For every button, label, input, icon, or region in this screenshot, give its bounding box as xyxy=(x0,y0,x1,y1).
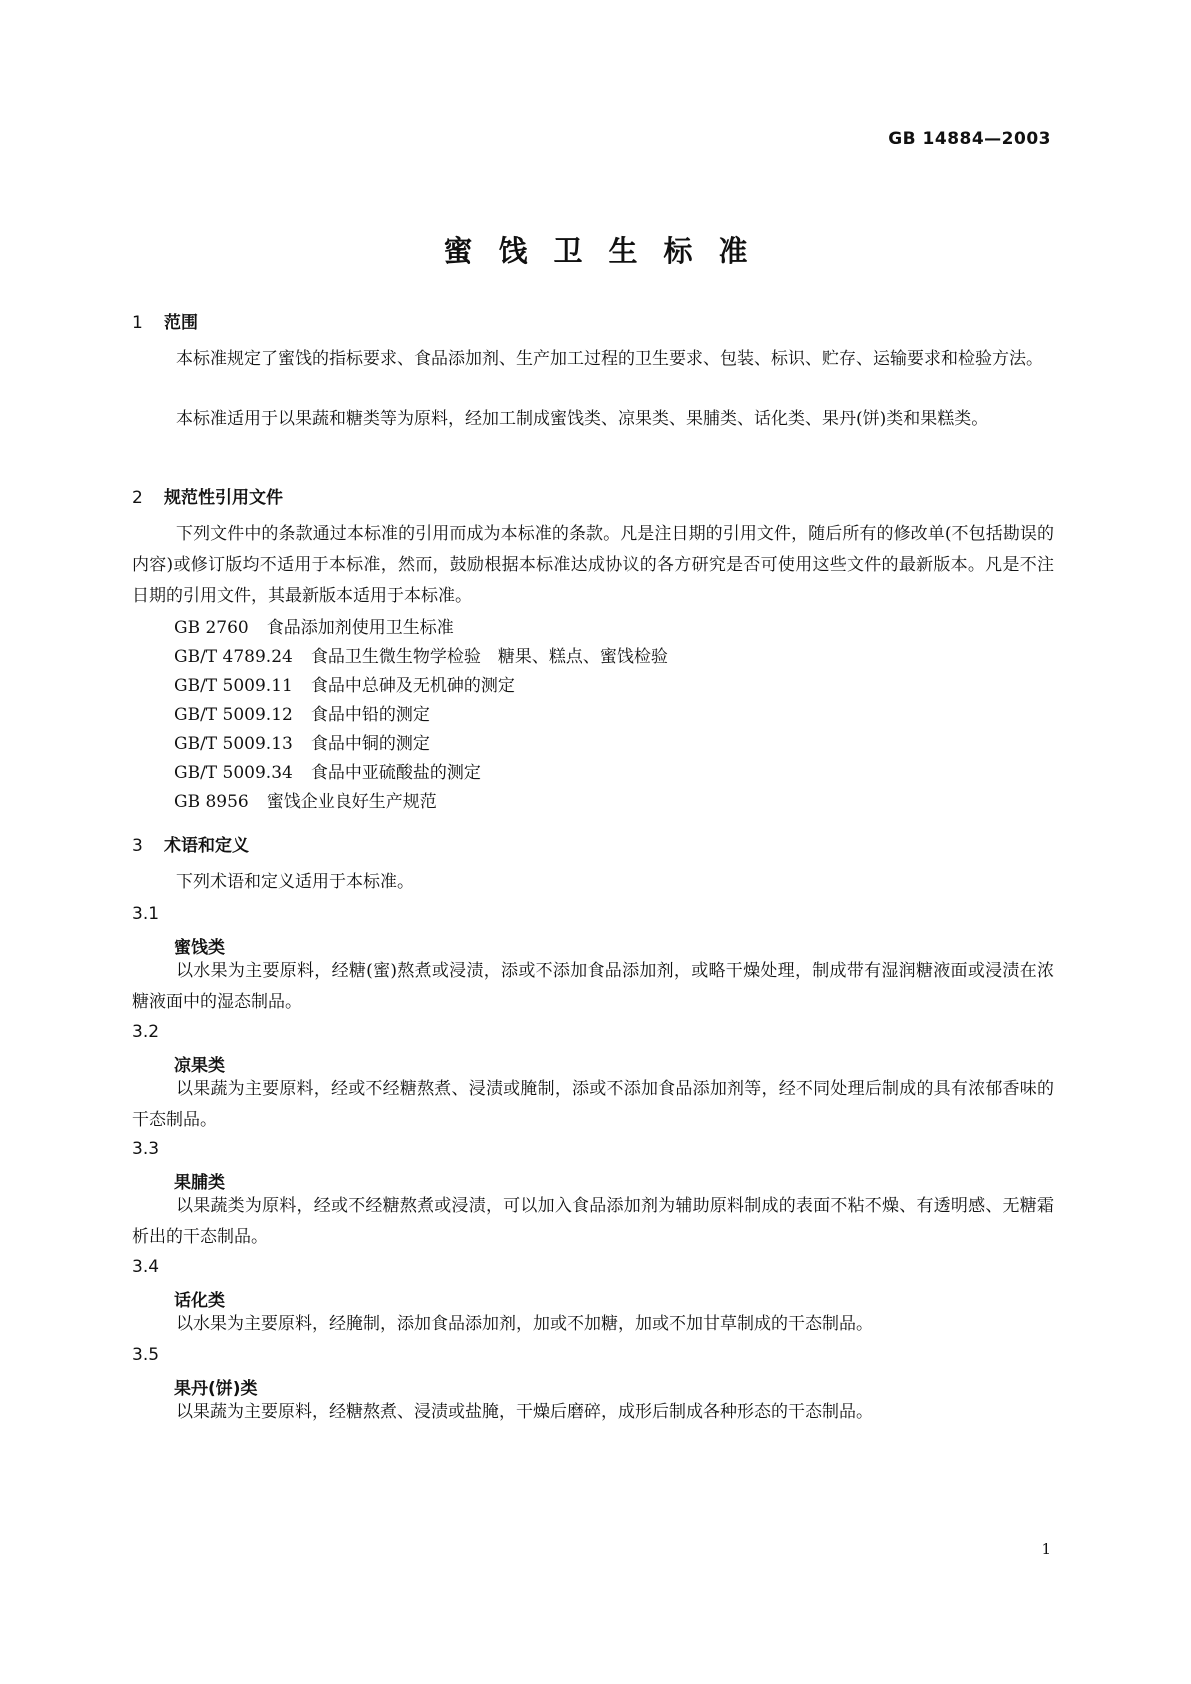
reference-title: 食品中铜的测定 xyxy=(310,734,430,754)
reference-item xyxy=(174,642,1096,667)
reference-item xyxy=(174,671,1096,696)
term-number: 3.1 xyxy=(132,904,160,924)
reference-item xyxy=(174,613,1096,638)
reference-code: GB/T 5009.34 xyxy=(174,763,293,783)
section-3-heading xyxy=(132,831,1054,856)
reference-item xyxy=(174,787,1096,812)
term-definition: 以水果为主要原料，经腌制，添加食品添加剂，加或不加糖，加或不加甘草制成的干态制品。 xyxy=(176,1314,873,1334)
section-title: 术语和定义 xyxy=(164,836,249,856)
section-number: 1 xyxy=(132,313,143,333)
reference-item xyxy=(174,758,1096,783)
reference-title: 食品添加剂使用卫生标准 xyxy=(266,618,454,638)
term-name: 凉果类 xyxy=(174,1056,225,1076)
reference-code: GB/T 5009.12 xyxy=(174,705,293,725)
section-title: 规范性引用文件 xyxy=(164,488,283,508)
reference-code: GB/T 5009.11 xyxy=(174,676,293,696)
section-1-heading xyxy=(132,308,1054,333)
term-definition: 以果蔬为主要原料，经糖熬煮、浸渍或盐腌，干燥后磨碎，成形后制成各种形态的干态制品。 xyxy=(176,1402,873,1422)
section-title: 范围 xyxy=(164,313,198,333)
term-number: 3.3 xyxy=(132,1139,160,1159)
term-name: 果脯类 xyxy=(174,1173,225,1193)
term-name: 话化类 xyxy=(174,1291,225,1311)
reference-code: GB/T 5009.13 xyxy=(174,734,293,754)
reference-title: 食品卫生微生物学检验 糖果、糕点、蜜饯检验 xyxy=(310,647,668,667)
term-number: 3.2 xyxy=(132,1022,160,1042)
page-number: 1 xyxy=(1041,1540,1051,1558)
section-3-intro: 下列术语和定义适用于本标准。 xyxy=(176,872,414,892)
reference-code: GB/T 4789.24 xyxy=(174,647,293,667)
section-2-paragraph-1: 下列文件中的条款通过本标准的引用而成为本标准的条款。凡是注日期的引用文件，随后所有的修改单(不包括勘误的内容)或修订版均不适用于本标准，然而，鼓励根据本标准达成协议的各方研究是否可使用这些文件的最新版本。凡是不注日期的引用文件，其最新版本适用于本标准。 xyxy=(132,524,1054,606)
reference-title: 食品中亚硫酸盐的测定 xyxy=(310,763,481,783)
term-name: 蜜饯类 xyxy=(174,938,225,958)
page-title: 蜜饯卫生标准 xyxy=(443,234,774,268)
term-number: 3.5 xyxy=(132,1345,160,1365)
term-definition: 以果蔬为主要原料，经或不经糖熬煮、浸渍或腌制，添或不添加食品添加剂等，经不同处理后制成的具有浓郁香味的干态制品。 xyxy=(132,1079,1054,1130)
section-number: 3 xyxy=(132,836,143,856)
term-definition: 以水果为主要原料，经糖(蜜)熬煮或浸渍，添或不添加食品添加剂，或略干燥处理，制成带有湿润糖液面或浸渍在浓糖液面中的湿态制品。 xyxy=(132,961,1054,1012)
section-number: 2 xyxy=(132,488,143,508)
reference-item xyxy=(174,729,1096,754)
reference-title: 蜜饯企业良好生产规范 xyxy=(266,792,437,812)
reference-item xyxy=(174,700,1096,725)
reference-title: 食品中总砷及无机砷的测定 xyxy=(310,676,515,696)
term-definition: 以果蔬类为原料，经或不经糖熬煮或浸渍，可以加入食品添加剂为辅助原料制成的表面不粘不燥、有透明感、无糖霜析出的干态制品。 xyxy=(132,1196,1054,1247)
reference-code: GB 2760 xyxy=(174,618,249,638)
reference-code: GB 8956 xyxy=(174,792,249,812)
term-name: 果丹(饼)类 xyxy=(174,1379,258,1399)
reference-title: 食品中铅的测定 xyxy=(310,705,430,725)
term-number: 3.4 xyxy=(132,1257,160,1277)
section-2-heading xyxy=(132,483,1054,508)
section-1-paragraph-2: 本标准适用于以果蔬和糖类等为原料，经加工制成蜜饯类、凉果类、果脯类、话化类、果丹(饼)类和果糕类。 xyxy=(176,409,989,429)
section-1-paragraph-1: 本标准规定了蜜饯的指标要求、食品添加剂、生产加工过程的卫生要求、包装、标识、贮存、运输要求和检验方法。 xyxy=(176,349,1043,369)
standard-code: GB 14884—2003 xyxy=(888,129,1051,149)
